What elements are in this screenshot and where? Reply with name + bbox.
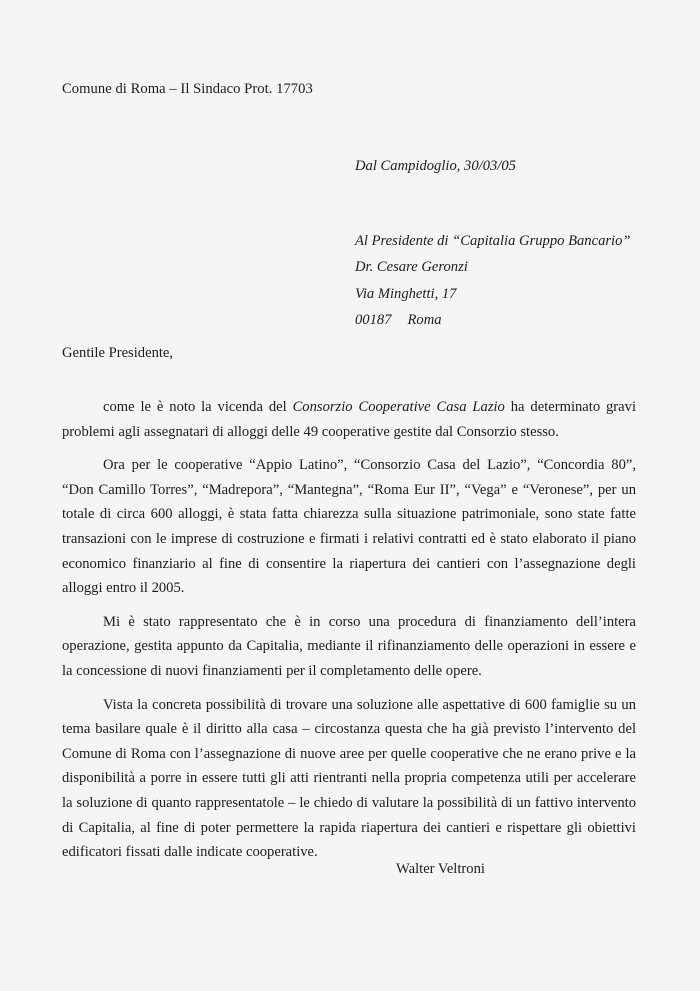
salutation: Gentile Presidente,: [62, 345, 174, 361]
recipient-name: Dr. Cesare Geronzi: [355, 259, 468, 276]
paragraph-1: [62, 395, 636, 444]
date-line: Dal Campidoglio, 30/03/05: [355, 158, 516, 174]
paragraph-4: Vista la concreta possibilità di trovare una soluzione alle aspettative di 600 famiglie su un tema basilare quale è il diritto alla casa – circostanza questa che ha già previsto l’intervento del Comune di Roma con l’assegnazione di nuove aree per quelle cooperative che ne erano prive e la disponibilità a porre in essere tutti gli atti rientranti nella propria competenza utili per accelerare la soluzione di quanto rappresentatole – le chiedo di valutare la possibilità di un fattivo intervento di Capitalia, al fine di poter permettere la rapida riapertura dei cantieri e rispettare gli obiettivi edificatori fissati dalle indicate cooperative.: [62, 696, 636, 861]
letter-reference: Comune di Roma – Il Sindaco Prot. 17703: [62, 81, 313, 97]
letter-body: [62, 395, 636, 865]
paragraph-2: Ora per le cooperative “Appio Latino”, “Consorzio Casa del Lazio”, “Concordia 80”, “Don Camillo Torres”, “Madrepora”, “Mantegna”, “Roma Eur II”, “Vega” e “Veronese”, per un totale di circa 600 alloggi, è stata fatta chiarezza sulla situazione patrimoniale, sono state fatte transazioni con le imprese di costruzione e firmati i relativi contratti ed è stato elaborato il piano economico finanziario al fine di consentire la riapertura dei cantieri con l’assegnazione degli alloggi entro il 2005.: [62, 457, 636, 597]
paragraph-3: Mi è stato rappresentato che è in corso una procedura di finanziamento dell’intera operazione, gestita appunto da Capitalia, mediante il rifinanziamento delle operazioni in essere e la concessione di nuovi finanziamenti per il completamento delle opere.: [62, 613, 636, 679]
recipient-title: Al Presidente di “Capitalia Gruppo Bancario”: [355, 233, 631, 249]
recipient-postal-code: 00187: [355, 311, 392, 328]
consorzio-name: Consorzio Cooperative Casa Lazio: [292, 399, 505, 415]
recipient-street: Via Minghetti, 17: [355, 285, 457, 302]
recipient-city: Roma: [407, 311, 442, 328]
paragraph-1-end: ha determinato gravi problemi agli assegnatari di alloggi delle 49 cooperative gestite dal Consorzio stesso.: [62, 399, 636, 440]
paragraph-1-start: come le è noto la vicenda del: [103, 399, 293, 415]
recipient-block: [355, 228, 631, 333]
recipient-city-line: [355, 307, 631, 333]
signature: Walter Veltroni: [396, 861, 485, 877]
